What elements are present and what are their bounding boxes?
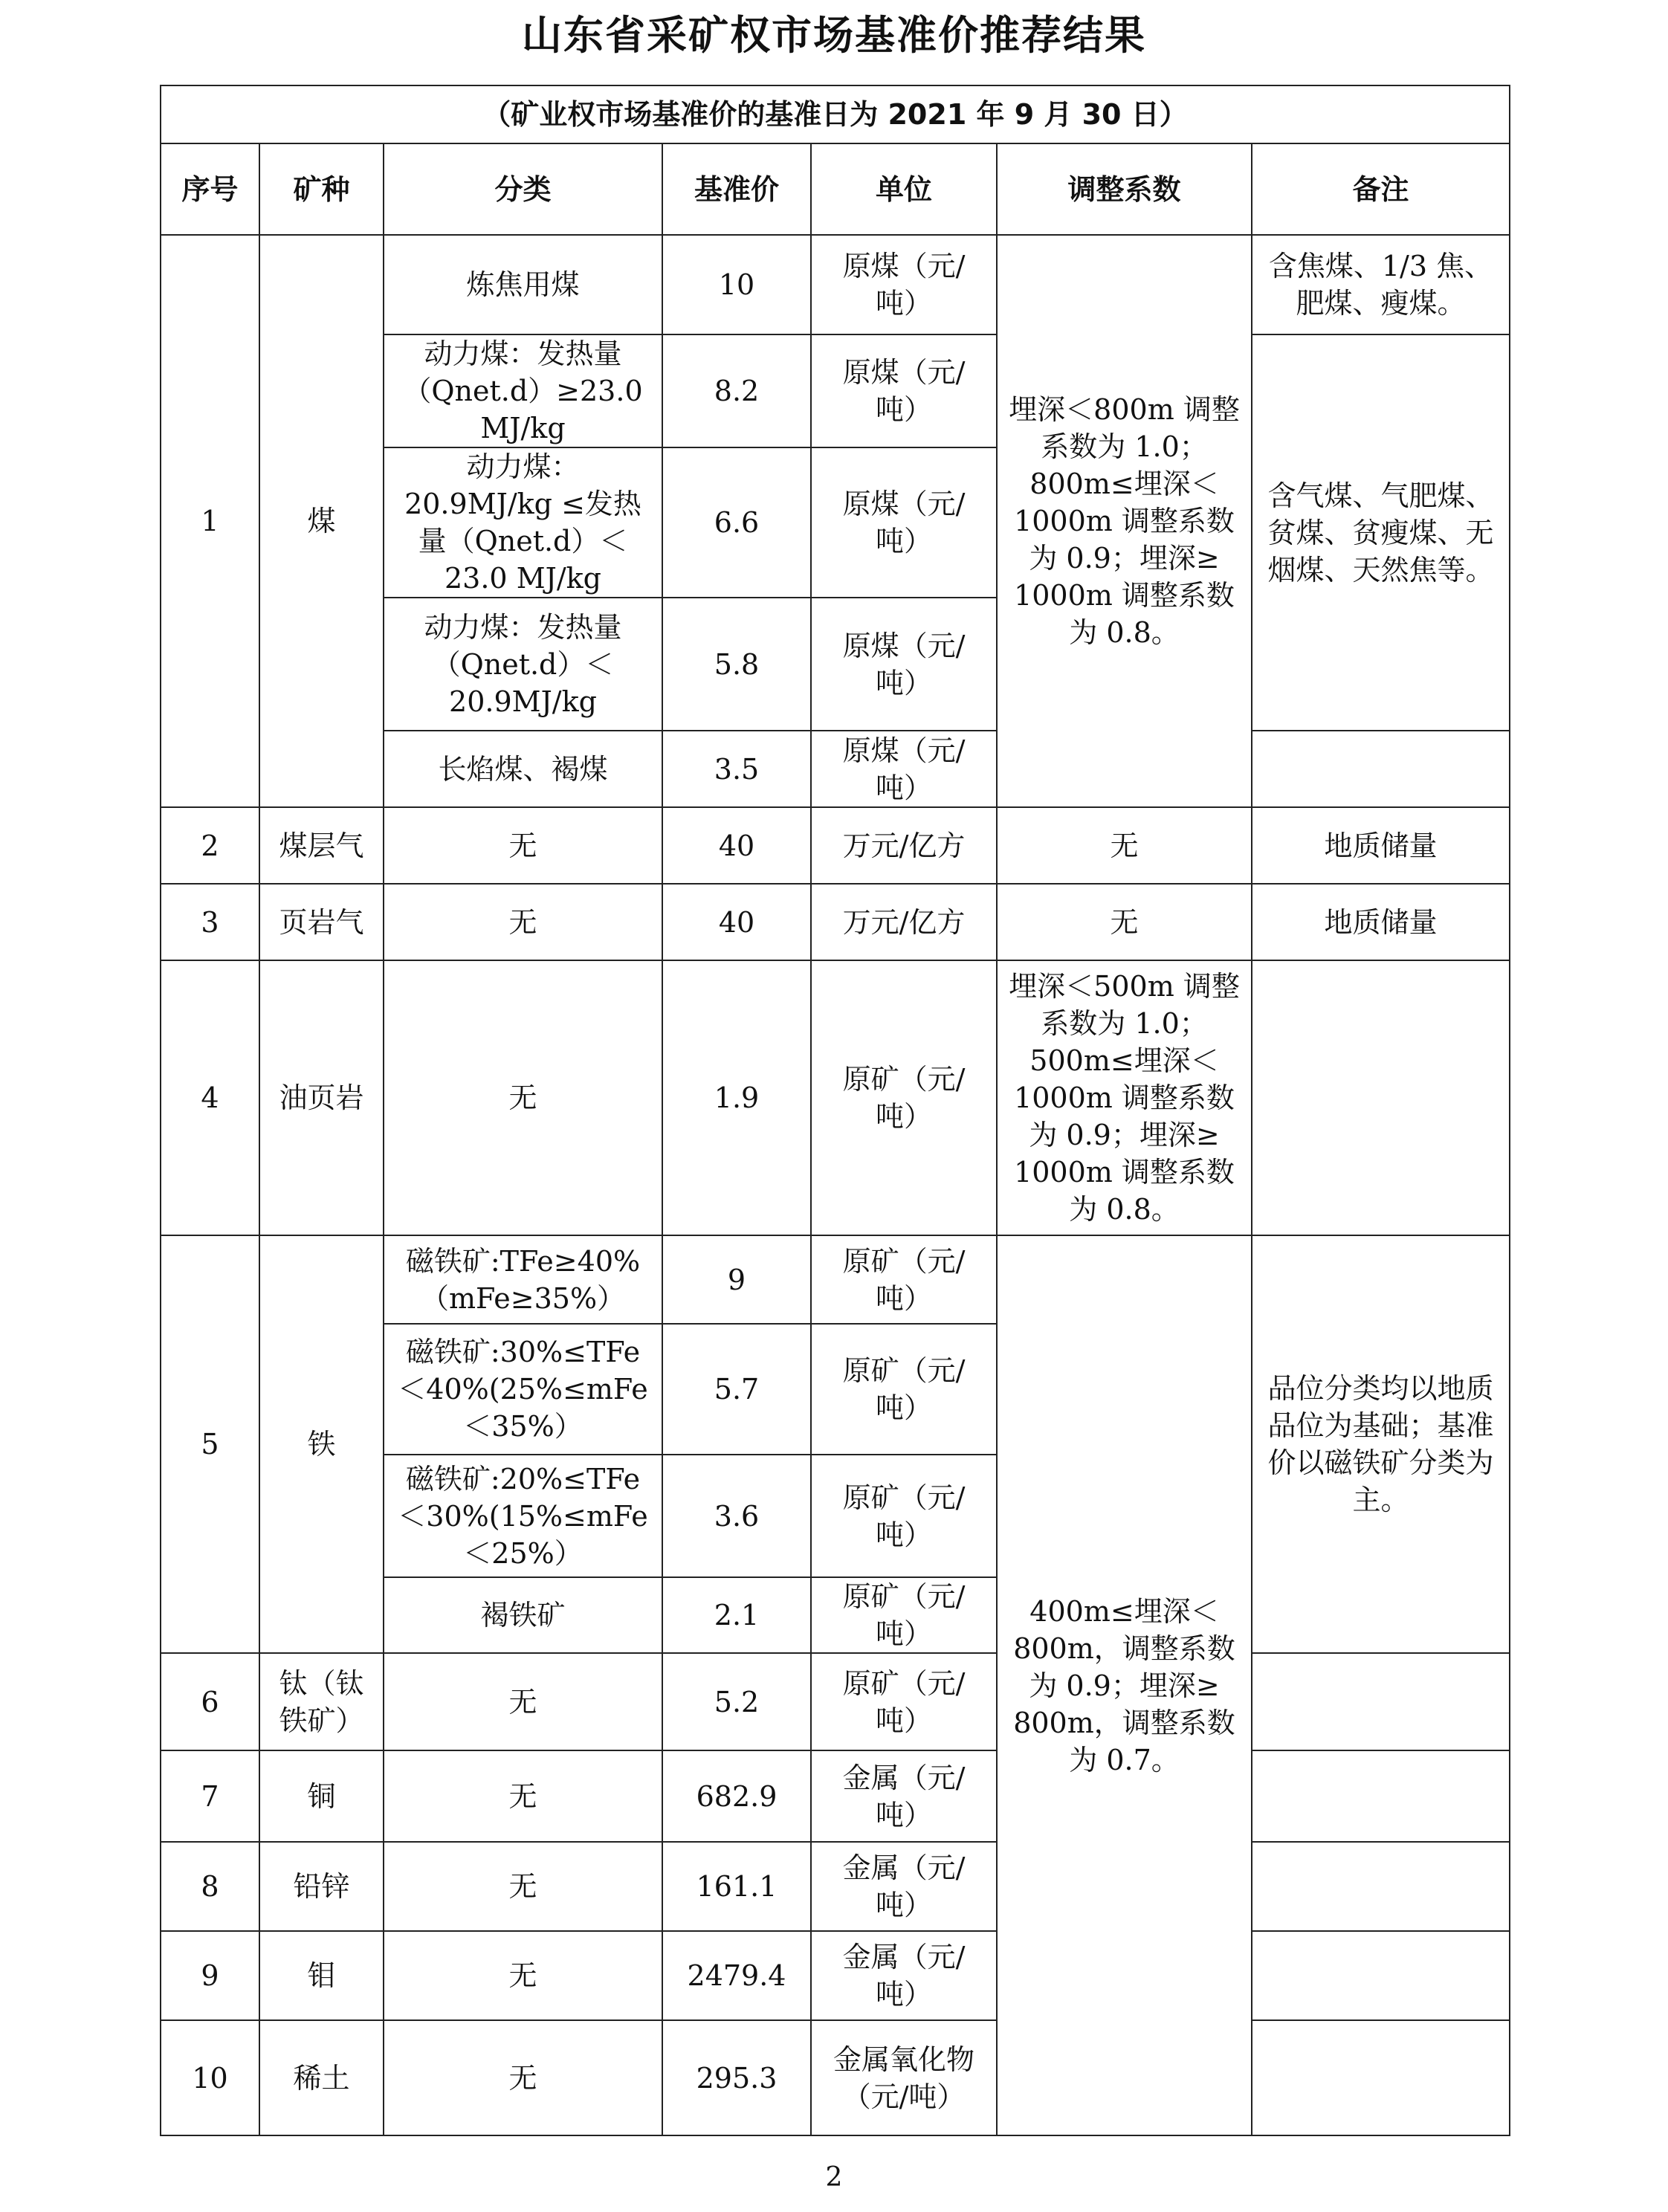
cell-category: 长焰煤、褐煤 xyxy=(384,731,662,807)
cell-price: 2479.4 xyxy=(662,1931,811,2020)
cell-price: 295.3 xyxy=(662,2020,811,2135)
table-header-row xyxy=(161,143,1510,235)
cell-coal-coef: 埋深＜800m 调整系数为 1.0；800m≤埋深＜ 1000m 调整系数为 0.9；埋深≥ 1000m 调整系数为 0.8。 xyxy=(997,235,1252,807)
benchmark-price-table xyxy=(160,85,1510,2136)
cell-unit: 原矿（元/吨） xyxy=(811,960,997,1235)
cell-mineral: 页岩气 xyxy=(259,884,384,960)
cell-remark-empty xyxy=(1252,1842,1510,1931)
cell-coef: 无 xyxy=(997,884,1252,960)
cell-price: 40 xyxy=(662,807,811,884)
cell-price: 5.7 xyxy=(662,1324,811,1455)
header-remark: 备注 xyxy=(1252,143,1510,235)
cell-seq: 1 xyxy=(161,235,259,807)
cell-remark-empty xyxy=(1252,1750,1510,1842)
table-row xyxy=(161,235,1510,334)
table-row xyxy=(161,1842,1510,1931)
cell-category: 炼焦用煤 xyxy=(384,235,662,334)
cell-category: 无 xyxy=(384,1653,662,1750)
cell-remark-empty xyxy=(1252,960,1510,1235)
page-title: 山东省采矿权市场基准价推荐结果 xyxy=(522,12,1146,59)
cell-price: 8.2 xyxy=(662,334,811,447)
cell-category: 无 xyxy=(384,1931,662,2020)
cell-unit: 原煤（元/吨） xyxy=(811,598,997,731)
cell-unit: 原矿（元/吨） xyxy=(811,1653,997,1750)
cell-remark-empty xyxy=(1252,2020,1510,2135)
cell-category: 褐铁矿 xyxy=(384,1577,662,1653)
cell-price: 682.9 xyxy=(662,1750,811,1842)
cell-price: 1.9 xyxy=(662,960,811,1235)
cell-coal-remark-2: 含气煤、气肥煤、贫煤、贫瘦煤、无烟煤、天然焦等。 xyxy=(1252,334,1510,731)
cell-seq: 9 xyxy=(161,1931,259,2020)
cell-category: 无 xyxy=(384,1750,662,1842)
cell-mineral: 稀土 xyxy=(259,2020,384,2135)
header-coef: 调整系数 xyxy=(997,143,1252,235)
cell-seq: 8 xyxy=(161,1842,259,1931)
cell-metal-coef: 400m≤埋深＜ 800m，调整系数为 0.9；埋深≥ 800m，调整系数为 0.7。 xyxy=(997,1235,1252,2135)
cell-category: 动力煤：发热量（Qnet.d）＜ 20.9MJ/kg xyxy=(384,598,662,731)
cell-unit: 原煤（元/吨） xyxy=(811,334,997,447)
cell-unit: 金属氧化物（元/吨） xyxy=(811,2020,997,2135)
cell-category: 无 xyxy=(384,807,662,884)
cell-unit: 原矿（元/吨） xyxy=(811,1577,997,1653)
table-row xyxy=(161,1750,1510,1842)
header-seq: 序号 xyxy=(161,143,259,235)
cell-category: 无 xyxy=(384,1842,662,1931)
cell-unit: 原矿（元/吨） xyxy=(811,1324,997,1455)
cell-remark-empty xyxy=(1252,1931,1510,2020)
table-row xyxy=(161,807,1510,884)
cell-category: 无 xyxy=(384,960,662,1235)
cell-unit: 万元/亿方 xyxy=(811,807,997,884)
cell-price: 3.5 xyxy=(662,731,811,807)
cell-price: 161.1 xyxy=(662,1842,811,1931)
cell-price: 6.6 xyxy=(662,447,811,598)
cell-category: 磁铁矿:20%≤TFe ＜30%(15%≤mFe ＜25%） xyxy=(384,1455,662,1577)
cell-mineral: 煤层气 xyxy=(259,807,384,884)
cell-category: 无 xyxy=(384,2020,662,2135)
cell-seq: 3 xyxy=(161,884,259,960)
cell-seq: 10 xyxy=(161,2020,259,2135)
header-price: 基准价 xyxy=(662,143,811,235)
cell-category: 动力煤：发热量（Qnet.d）≥23.0 MJ/kg xyxy=(384,334,662,447)
cell-price: 9 xyxy=(662,1235,811,1324)
cell-price: 40 xyxy=(662,884,811,960)
page-number: 2 xyxy=(825,2162,843,2193)
cell-price: 2.1 xyxy=(662,1577,811,1653)
cell-unit: 原煤（元/吨） xyxy=(811,235,997,334)
cell-remark: 地质储量 xyxy=(1252,807,1510,884)
cell-mineral: 铜 xyxy=(259,1750,384,1842)
cell-category: 无 xyxy=(384,884,662,960)
cell-coef: 埋深＜500m 调整系数为 1.0；500m≤埋深＜1000m 调整系数为 0.9；埋深≥ 1000m 调整系数为 0.8。 xyxy=(997,960,1252,1235)
cell-category: 磁铁矿:30%≤TFe ＜40%(25%≤mFe ＜35%） xyxy=(384,1324,662,1455)
cell-price: 10 xyxy=(662,235,811,334)
table-row xyxy=(161,884,1510,960)
cell-remark-empty xyxy=(1252,731,1510,807)
basis-date: （矿业权市场基准价的基准日为 2021 年 9 月 30 日） xyxy=(161,85,1510,143)
cell-seq: 7 xyxy=(161,1750,259,1842)
header-mineral: 矿种 xyxy=(259,143,384,235)
cell-seq: 4 xyxy=(161,960,259,1235)
cell-category: 动力煤：20.9MJ/kg ≤发热量（Qnet.d）＜23.0 MJ/kg xyxy=(384,447,662,598)
table-row xyxy=(161,2020,1510,2135)
cell-seq: 5 xyxy=(161,1235,259,1653)
table-row xyxy=(161,1931,1510,2020)
cell-mineral: 铁 xyxy=(259,1235,384,1653)
cell-unit: 金属（元/吨） xyxy=(811,1931,997,2020)
cell-remark: 地质储量 xyxy=(1252,884,1510,960)
cell-mineral: 钛（钛铁矿） xyxy=(259,1653,384,1750)
header-unit: 单位 xyxy=(811,143,997,235)
cell-coal-remark-1: 含焦煤、1/3 焦、肥煤、瘦煤。 xyxy=(1252,235,1510,334)
cell-seq: 6 xyxy=(161,1653,259,1750)
cell-coef: 无 xyxy=(997,807,1252,884)
cell-unit: 金属（元/吨） xyxy=(811,1842,997,1931)
cell-unit: 原矿（元/吨） xyxy=(811,1235,997,1324)
cell-price: 3.6 xyxy=(662,1455,811,1577)
cell-mineral: 钼 xyxy=(259,1931,384,2020)
cell-seq: 2 xyxy=(161,807,259,884)
cell-remark-empty xyxy=(1252,1653,1510,1750)
cell-unit: 金属（元/吨） xyxy=(811,1750,997,1842)
cell-category: 磁铁矿:TFe≥40%（mFe≥35%） xyxy=(384,1235,662,1324)
cell-iron-remark: 品位分类均以地质品位为基础；基准价以磁铁矿分类为主。 xyxy=(1252,1235,1510,1653)
cell-unit: 万元/亿方 xyxy=(811,884,997,960)
cell-price: 5.2 xyxy=(662,1653,811,1750)
cell-unit: 原煤（元/吨） xyxy=(811,731,997,807)
header-category: 分类 xyxy=(384,143,662,235)
cell-mineral: 煤 xyxy=(259,235,384,807)
cell-mineral: 油页岩 xyxy=(259,960,384,1235)
cell-unit: 原矿（元/吨） xyxy=(811,1455,997,1577)
cell-unit: 原煤（元/吨） xyxy=(811,447,997,598)
table-row xyxy=(161,1653,1510,1750)
cell-price: 5.8 xyxy=(662,598,811,731)
table-row xyxy=(161,1235,1510,1324)
table-row xyxy=(161,960,1510,1235)
cell-mineral: 铅锌 xyxy=(259,1842,384,1931)
